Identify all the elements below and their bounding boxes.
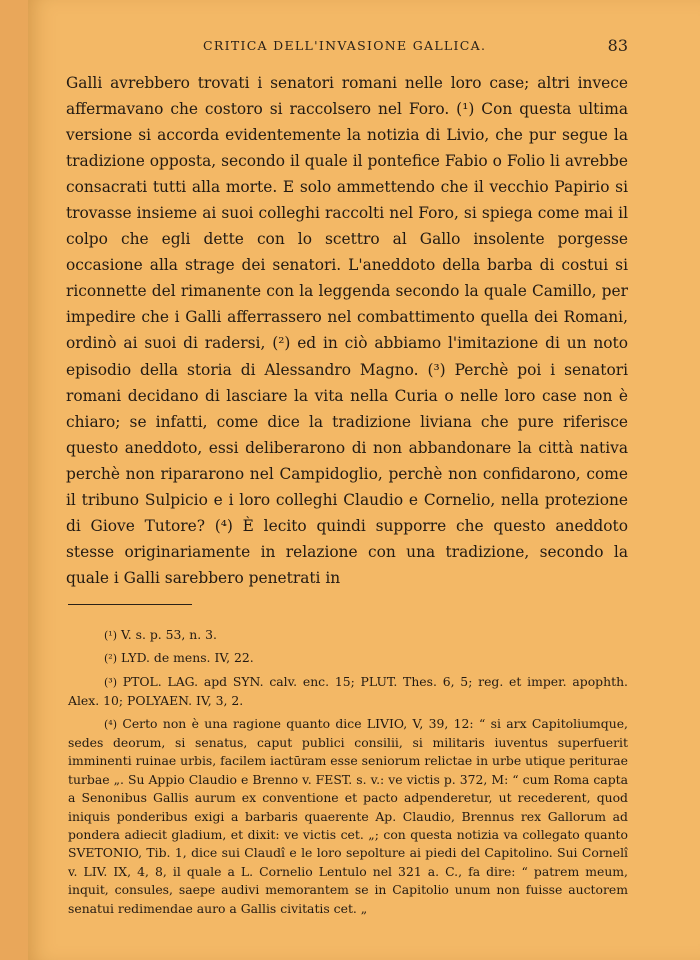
footnote-text: PTOL. LAG. apd SYN. calv. enc. 15; PLUT. Thes. 6, 5; reg. et imper. apophth. Alex. 10; POLYAEN. IV, 3, 2.: [68, 673, 628, 709]
footnote-3: [68, 673, 628, 711]
footnote-rule: [68, 604, 192, 605]
running-head: CRITICA DELL'INVASIONE GALLICA.: [203, 38, 487, 53]
page-header: [28, 36, 700, 56]
footnote-number: (³): [104, 675, 117, 689]
page-number: 83: [607, 36, 628, 55]
footnotes: [68, 626, 628, 922]
footnote-text: V. s. p. 53, n. 3.: [120, 627, 217, 642]
footnote-number: (¹): [104, 629, 117, 642]
footnote-4: [68, 715, 628, 918]
footnote-2: [68, 649, 628, 668]
main-text: [66, 70, 628, 591]
footnote-1: [68, 626, 628, 645]
body-paragraph: Galli avrebbero trovati i senatori romani nelle loro case; altri invece affermavano che costoro si raccolsero nel Foro. (¹) Con questa ultima versione si accorda evidentemente la notizia di Livio, che pur segue la tradizione opposta, secondo il quale il pontefice Fabio o Folio li avrebbe consacrati tutti alla morte. E solo ammettendo che il vecchio Papirio si trovasse insieme ai suoi colleghi raccolti nel Foro, si spiega come mai il colpo che egli dette con lo scettro al Gallo insolente porgesse occasione alla strage dei senatori. L'aneddoto della barba di costui si riconnette del rimanente con la leggenda secondo la quale Camillo, per impedire che i Galli afferrassero nel combattimento quella dei Romani, ordinò ai suoi di radersi, (²) ed in ciò abbiamo l'imitazione di un noto episodio della storia di Alessandro Magno. (³) Perchè poi i senatori romani decidano di lasciare la vita nella Curia o nelle loro case non è chiaro; se infatti, come dice la tradizione liviana che pure riferisce questo aneddoto, essi deliberarono di non abbandonare la città nativa perchè non ripararono nel Campidoglio, perchè non confidarono, come il tribuno Sulpicio e i loro colleghi Claudio e Cornelio, nella protezione di Giove Tutore? (⁴) È lecito quindi supporre che questo aneddoto stesse originariamente in relazione con una tradizione, secondo la quale i Galli sarebbero penetrati in: [66, 74, 628, 587]
footnote-number: (⁴): [104, 717, 117, 731]
footnote-text: LYD. de mens. IV, 22.: [120, 650, 254, 666]
footnote-text: Certo non è una ragione quanto dice LIVIO, V, 39, 12: “ si arx Capitoliumque, sedes deorum, si senatus, caput publici consilii, si militaris iuventus superfuerit imminenti ruinae urbis, facilem iactūram esse seniorum relictae in urbe utique perituraе turbae „. Su Appio Claudio e Brenno v. FEST. s. v.: ve victis p. 372, M: “ cum Roma capta a Senonibus Gallis aurum ex conventione et pacto adpenderetur, ut recederent, quod iniquis ponderibus exigi a barbaris quaerente Ap. Claudio, Brennus rex Gallorum ad pondera adiecit gladium, et dixit: ve victis cet. „; con questa notizia va collegato quanto SVETONIO, Tib. 1, dice sui Claudî e le loro sepolture ai piedi del Capitolino. Sui Cornelî v. LIV. IX, 4, 8, il quale a L. Cornelio Lentulo nel 321 a. C., fa dire: “ patrem meum, inquit, consules, saepe audivi memorantem se in Capitolio unum non fuisse auctorem senatui redimendae auro a Gallis civitatis cet. „: [68, 715, 628, 916]
footnote-number: (²): [104, 652, 117, 666]
book-page: [28, 0, 700, 960]
